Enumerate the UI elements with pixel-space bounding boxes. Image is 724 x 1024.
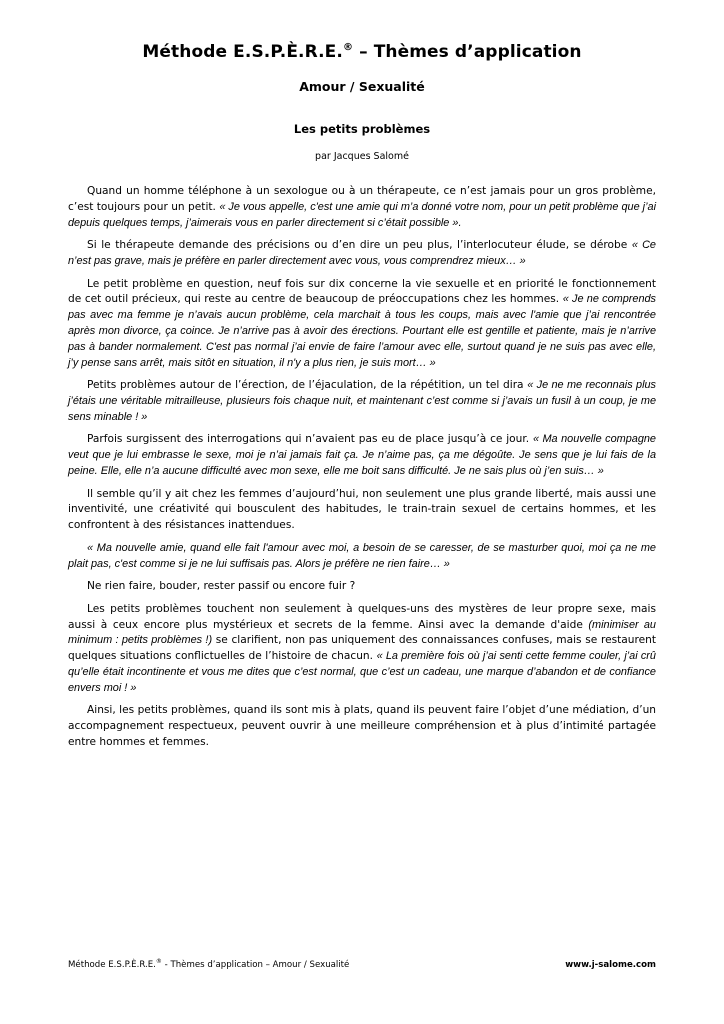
title-rest: – Thèmes d’application [353, 42, 582, 62]
document-subtitle: Amour / Sexualité [299, 79, 425, 94]
paragraph-text: Quand un homme téléphone à un sexologue ou à un thérapeute, ce n’est jamais pour un gros problème, c’est toujours pour un petit. [68, 185, 656, 213]
paragraph-text: Ainsi, les petits problèmes, quand ils sont mis à plats, quand ils peuvent faire l’objet d’une médiation, d’un accompagnement respectueux, peuvent ouvrir à une meilleure compréhension et à plus d’intimité partagée entre hommes et femmes. [68, 704, 656, 748]
paragraph-8 [68, 579, 656, 595]
paragraph-text: Il semble qu’il y ait chez les femmes d’aujourd’hui, non seulement une plus grande liberté, mais aussi une inventivité, une créativité qui bousculent des habitudes, le train-train sexuel de certains hommes, et les confrontent à des résistances inattendues. [68, 487, 656, 532]
paragraph-5 [68, 432, 656, 479]
paragraph-text: Si le thérapeute demande des précisions ou d’en dire un peu plus, l’interlocuteur élude, se dérobe [87, 239, 632, 252]
paragraph-4 [68, 378, 656, 425]
paragraph-2 [68, 238, 656, 270]
footer-rest: - Thèmes d’application – Amour / Sexualité [161, 960, 350, 970]
paragraph-tail: se clarifient, non pas uniquement des connaissances confuses, mais se restaurent quelques situations conflictuelles de l’histoire de chacun. [68, 634, 656, 663]
footer-main: Méthode E.S.P.È.R.E. [68, 960, 156, 970]
document-page [68, 0, 656, 1024]
paragraph-10 [68, 703, 656, 750]
paragraph-quote: « Je vous appelle, c'est une amie qui m’a donné votre nom, pour un petit problème que j’ai depuis quelques temps, j’aimerais vous en parler directement si c’était possible ». [68, 200, 656, 229]
website-link[interactable]: www.j-salome.com [565, 960, 656, 970]
footer-registered-mark: ® [155, 958, 162, 965]
paragraph-1 [68, 184, 656, 231]
paragraph-9 [68, 602, 656, 697]
paragraph-text: Parfois surgissent des interrogations qui n’avaient pas eu de place jusqu’à ce jour. [87, 433, 533, 446]
page-footer [68, 960, 656, 974]
paragraph-7 [68, 541, 656, 573]
registered-mark: ® [342, 42, 354, 53]
paragraph-quote: « Ma nouvelle amie, quand elle fait l'amour avec moi, a besoin de se caresser, de se masturber quoi, moi ça ne me plait pas, c'est comme si je ne lui suffisais pas. Alors je préfère ne rien faire… » [68, 541, 656, 570]
paragraph-3 [68, 277, 656, 372]
paragraph-quote: « Je ne comprends pas avec ma femme je n’avais aucun problème, cela marchait à tous les coups, mais avec l'amie que j’ai rencontrée après mon divorce, ça coince. Je n’arrive pas à avoir des érections. Pourtant elle est gentille et patiente, mais je n’arrive pas à bander normalement. C'est pas normal j’ai envie de faire l’amour avec elle, surtout quand je ne suis pas avec elle, j’y pense sans arrêt, mais sitôt en situation, il n'y a plus rien, je suis mort… » [68, 293, 657, 369]
paragraph-parenthetical: (minimiser au minimum : petits problèmes !) [68, 618, 656, 647]
paragraph-6 [68, 487, 656, 534]
paragraph-text: Petits problèmes autour de l’érection, de l’éjaculation, de la répétition, un tel dira [87, 379, 528, 392]
footer-label [68, 960, 349, 970]
article-body [68, 184, 656, 757]
paragraph-quote: « Ma nouvelle compagne veut que je lui embrasse le sexe, moi je n’ai jamais fait ça. Je n’aime pas, ça me dégoûte. Je sens que je lui fais de la peine. Elle, elle n’a aucune difficulté avec mon sexe, elle me boit sans difficulté. Je ne sais plus où j’en suis… » [68, 433, 656, 477]
paragraph-quote: « Je ne me reconnais plus j’étais une véritable mitrailleuse, plusieurs fois chaque nuit, et maintenant c’est comme si j’avais un fusil à un coup, je me sens minable ! » [68, 379, 656, 423]
paragraph-quote: « La première fois où j’ai senti cette femme couler, j’ai crû qu’elle était incontinente et vous me dites que c’est normal, que c’est un cadeau, une marque d’abandon et de confiance envers moi ! » [68, 650, 656, 694]
article-byline: par Jacques Salomé [315, 151, 409, 162]
title-main: Méthode E.S.P.È.R.E. [142, 42, 343, 62]
document-title [68, 42, 656, 62]
paragraph-text: Ne rien faire, bouder, rester passif ou encore fuir ? [87, 580, 356, 593]
paragraph-quote: « Ce n’est pas grave, mais je préfère en parler directement avec vous, vous comprendrez mieux… » [68, 239, 656, 267]
paragraph-text: Les petits problèmes touchent non seulement à quelques-uns des mystères de leur propre sexe, mais aussi à ceux encore plus mystérieux et secrets de la femme. Ainsi avec la demande d'aide [68, 602, 656, 631]
paragraph-text: Le petit problème en question, neuf fois sur dix concerne la vie sexuelle et en priorité le fonctionnement de cet outil précieux, qui reste au centre de beaucoup de préoccupations chez les hommes. [68, 277, 656, 306]
article-title: Les petits problèmes [293, 122, 431, 136]
